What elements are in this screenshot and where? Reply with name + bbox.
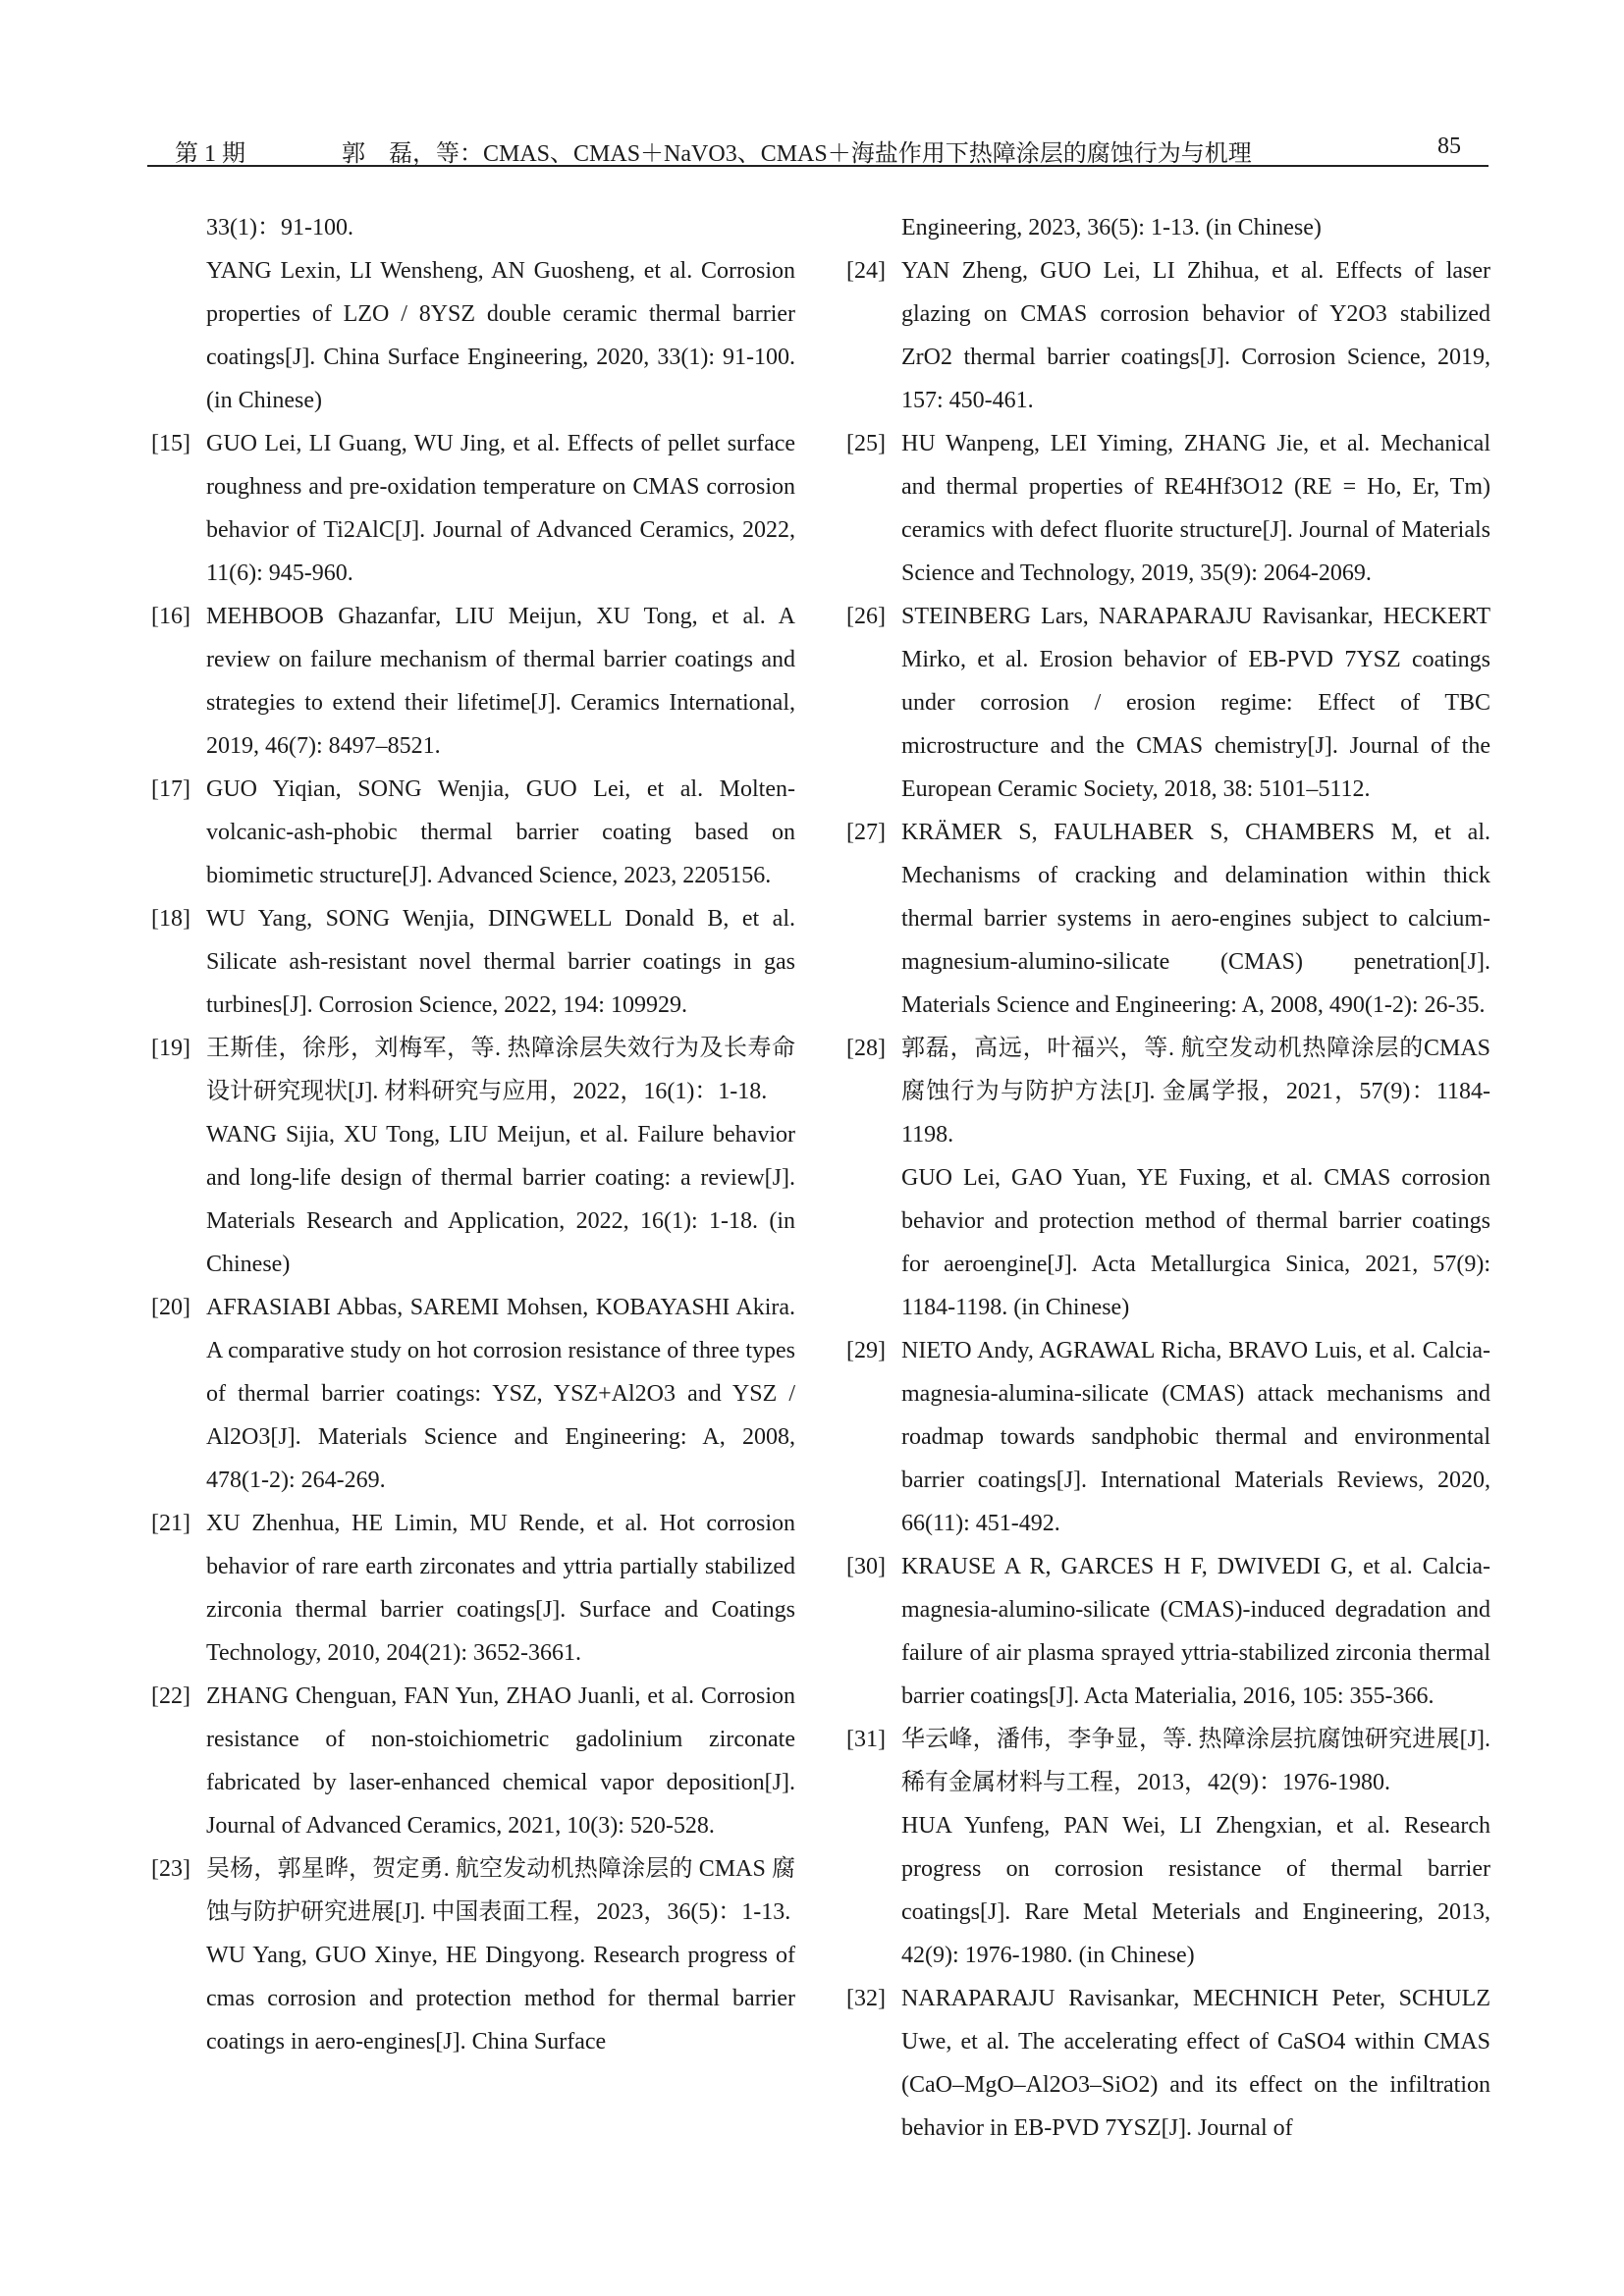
reference-number: [32] (846, 1986, 886, 2011)
running-header (147, 130, 1489, 169)
reference-item (147, 897, 795, 1027)
reference-number: [29] (846, 1338, 886, 1363)
reference-text: YAN Zheng, GUO Lei, LI Zhihua, et al. Effects of laser glazing on CMAS corrosion behavior of Y2O3 stabilized ZrO2 thermal barrier coatings[J]. Corrosion Science, 2019, 157: 450-461. (901, 258, 1490, 413)
reference-text: XU Zhenhua, HE Limin, MU Rende, et al. Hot corrosion behavior of rare earth zirconates and yttria partially stabilized zirconia thermal barrier coatings[J]. Surface and Coatings Technology, 2010, 204(21): 3652-3661. (206, 1511, 795, 1666)
reference-item (147, 422, 795, 595)
reference-number: [20] (151, 1295, 190, 1320)
reference-text: MEHBOOB Ghazanfar, LIU Meijun, XU Tong, et al. A review on failure mechanism of thermal barrier coatings and strategies to extend their lifetime[J]. Ceramics International, 2019, 46(7): 8497–8521. (206, 604, 795, 759)
reference-text: STEINBERG Lars, NARAPARAJU Ravisankar, HECKERT Mirko, et al. Erosion behavior of EB-PVD 7YSZ coatings under corrosion / erosion regime: Effect of TBC microstructure and the CMAS chemistry[J]. Journal of the European Ceramic Society, 2018, 38: 5101–5112. (901, 604, 1490, 802)
reference-number: [18] (151, 906, 190, 932)
reference-text: NIETO Andy, AGRAWAL Richa, BRAVO Luis, et al. Calcia-magnesia-alumina-silicate (CMAS) attack mechanisms and roadmap towards sandphobic thermal and environmental barrier coatings[J]. International Materials Reviews, 2020, 66(11): 451-492. (901, 1338, 1490, 1536)
reference-text: HU Wanpeng, LEI Yiming, ZHANG Jie, et al. Mechanical and thermal properties of RE4Hf3O12 (RE = Ho, Er, Tm) ceramics with defect fluorite structure[J]. Journal of Materials Science and Technology, 2019, 35(9): 2064-2069. (901, 431, 1490, 586)
reference-number: [21] (151, 1511, 190, 1536)
reference-text: 华云峰，潘伟，李争显，等. 热障涂层抗腐蚀研究进展[J]. 稀有金属材料与工程，2013，42(9)：1976-1980. (901, 1727, 1490, 1795)
reference-text: WU Yang, GUO Xinye, HE Dingyong. Research progress of cmas corrosion and protection method for thermal barrier coatings in aero-engines[J]. China Surface (206, 1943, 795, 2055)
reference-text: GUO Yiqian, SONG Wenjia, GUO Lei, et al. Molten-volcanic-ash-phobic thermal barrier coating based on biomimetic structure[J]. Advanced Science, 2023, 2205156. (206, 776, 795, 888)
reference-text: 郭磊，高远，叶福兴，等. 航空发动机热障涂层的CMAS腐蚀行为与防护方法[J]. 金属学报，2021，57(9)：1184-1198. (901, 1036, 1490, 1148)
reference-number: [31] (846, 1727, 886, 1752)
reference-text: ZHANG Chenguan, FAN Yun, ZHAO Juanli, et al. Corrosion resistance of non-stoichiometric gadolinium zirconate fabricated by laser-enhanced chemical vapor deposition[J]. Journal of Advanced Ceramics, 2021, 10(3): 520-528. (206, 1683, 795, 1839)
reference-column-left (147, 206, 795, 2063)
reference-item (842, 249, 1490, 422)
reference-item (842, 811, 1490, 1027)
reference-continuation: Engineering, 2023, 36(5): 1-13. (in Chinese) (901, 215, 1322, 240)
reference-text: AFRASIABI Abbas, SAREMI Mohsen, KOBAYASHI Akira. A comparative study on hot corrosion resistance of three types of thermal barrier coatings: YSZ, YSZ+Al2O3 and YSZ / Al2O3[J]. Materials Science and Engineering: A, 2008, 478(1-2): 264-269. (206, 1295, 795, 1493)
reference-item (147, 1027, 795, 1286)
reference-text: HUA Yunfeng, PAN Wei, LI Zhengxian, et al. Research progress on corrosion resistance of thermal barrier coatings[J]. Rare Metal Meterials and Engineering, 2013, 42(9): 1976-1980. (in Chinese) (901, 1813, 1490, 1968)
reference-text: 王斯佳，徐彤，刘梅军，等. 热障涂层失效行为及长寿命设计研究现状[J]. 材料研究与应用，2022，16(1)：1-18. (206, 1036, 795, 1104)
reference-item (147, 768, 795, 897)
reference-item (147, 1286, 795, 1502)
reference-item (842, 422, 1490, 595)
reference-number: [22] (151, 1683, 190, 1709)
reference-text: 吴杨，郭星晔，贺定勇. 航空发动机热障涂层的 CMAS 腐蚀与防护研究进展[J]. 中国表面工程，2023，36(5)：1-13. (206, 1856, 795, 1925)
reference-number: [26] (846, 604, 886, 629)
reference-number: [25] (846, 431, 886, 456)
reference-text: KRÄMER S, FAULHABER S, CHAMBERS M, et al. Mechanisms of cracking and delamination within thick thermal barrier systems in aero-engines subject to calcium-magnesium-alumino-silicate (CMAS) penetration[J]. Materials Science and Engineering: A, 2008, 490(1-2): 26-35. (901, 820, 1490, 1018)
reference-number: [19] (151, 1036, 190, 1061)
running-title: 郭 磊，等：CMAS、CMAS＋NaVO3、CMAS＋海盐作用下热障涂层的腐蚀行为与机理 (342, 141, 1252, 167)
reference-item (842, 595, 1490, 811)
reference-item (842, 1545, 1490, 1718)
reference-continuation: 33(1)：91-100. (206, 215, 353, 240)
reference-continuation: YANG Lexin, LI Wensheng, AN Guosheng, et al. Corrosion properties of LZO / 8YSZ double ceramic thermal barrier coatings[J]. China Surface Engineering, 2020, 33(1): 91-100. (in Chinese) (206, 258, 795, 413)
reference-item (147, 1675, 795, 1847)
reference-item (842, 1718, 1490, 1977)
reference-number: [27] (846, 820, 886, 845)
reference-number: [24] (846, 258, 886, 284)
reference-text: GUO Lei, LI Guang, WU Jing, et al. Effects of pellet surface roughness and pre-oxidation temperature on CMAS corrosion behavior of Ti2AlC[J]. Journal of Advanced Ceramics, 2022, 11(6): 945-960. (206, 431, 795, 586)
reference-item (147, 1847, 795, 2063)
page-number: 85 (1437, 133, 1461, 159)
reference-item (842, 1977, 1490, 2150)
reference-text: KRAUSE A R, GARCES H F, DWIVEDI G, et al. Calcia-magnesia-alumino-silicate (CMAS)-induced degradation and failure of air plasma sprayed yttria-stabilized zirconia thermal barrier coatings[J]. Acta Materialia, 2016, 105: 355-366. (901, 1554, 1490, 1709)
reference-text: WU Yang, SONG Wenjia, DINGWELL Donald B, et al. Silicate ash-resistant novel thermal barrier coatings in gas turbines[J]. Corrosion Science, 2022, 194: 109929. (206, 906, 795, 1018)
reference-text: WANG Sijia, XU Tong, LIU Meijun, et al. Failure behavior and long-life design of thermal barrier coating: a review[J]. Materials Research and Application, 2022, 16(1): 1-18. (in Chinese) (206, 1122, 795, 1277)
reference-text: NARAPARAJU Ravisankar, MECHNICH Peter, SCHULZ Uwe, et al. The accelerating effect of CaSO4 within CMAS (CaO–MgO–Al2O3–SiO2) and its effect on the infiltration behavior in EB-PVD 7YSZ[J]. Journal of (901, 1986, 1490, 2141)
reference-text: GUO Lei, GAO Yuan, YE Fuxing, et al. CMAS corrosion behavior and protection method of thermal barrier coatings for aeroengine[J]. Acta Metallurgica Sinica, 2021, 57(9): 1184-1198. (in Chinese) (901, 1165, 1490, 1320)
issue-label: 第 1 期 (175, 141, 245, 167)
reference-item (842, 1329, 1490, 1545)
reference-number: [15] (151, 431, 190, 456)
reference-number: [16] (151, 604, 190, 629)
reference-number: [17] (151, 776, 190, 802)
reference-column-right (842, 206, 1490, 2150)
reference-number: [23] (151, 1856, 190, 1882)
reference-number: [28] (846, 1036, 886, 1061)
reference-number: [30] (846, 1554, 886, 1579)
reference-item (147, 595, 795, 768)
header-rule (147, 165, 1489, 167)
reference-item (842, 1027, 1490, 1329)
reference-item (147, 1502, 795, 1675)
